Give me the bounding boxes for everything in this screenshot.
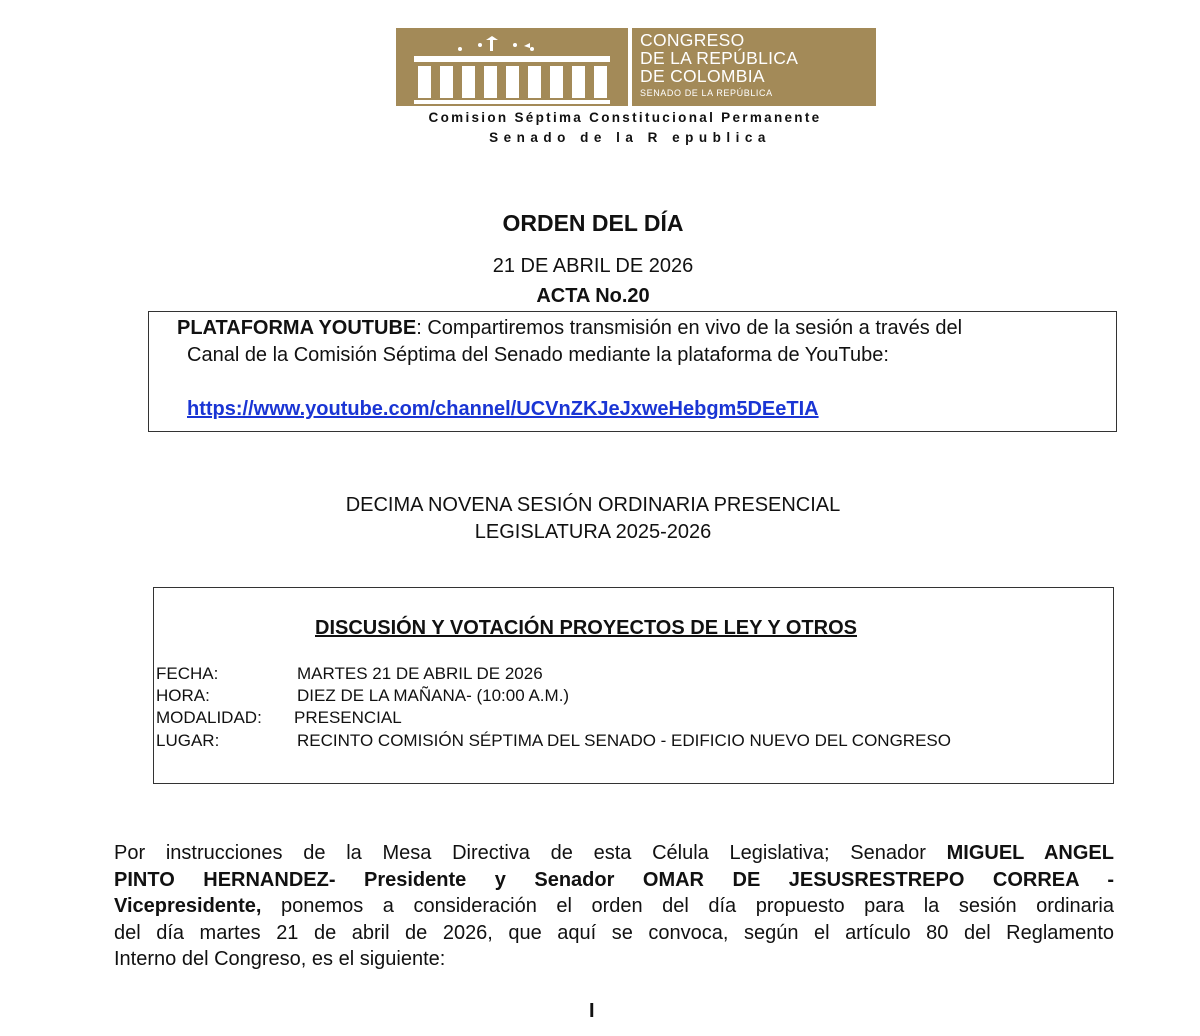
president-and-vice-names: PINTO HERNANDEZ- Presidente y Senador OMAR DE JESUSRESTREPO CORREA - xyxy=(114,868,1114,891)
paragraph-line-3 xyxy=(114,893,1114,920)
paragraph-text: ponemos a consideración el orden del día propuesto para la sesión ordinaria xyxy=(261,895,1114,918)
roof-ornament-icon xyxy=(420,36,570,54)
paragraph-line-4: del día martes 21 de abril de 2026, que aquí se convoca, según el artículo 80 del Reglamento xyxy=(114,921,1114,944)
president-name-part: MIGUEL ANGEL xyxy=(946,842,1114,864)
senate-name: Senado de la R epublica xyxy=(489,130,771,145)
logo-line-1: CONGRESO xyxy=(640,30,745,50)
session-details-box xyxy=(153,587,1114,784)
acta-number: ACTA No.20 xyxy=(536,285,650,307)
logo-line-4: SENADO DE LA REPÚBLICA xyxy=(640,88,773,98)
detail-label: HORA: xyxy=(156,686,210,705)
intro-paragraph xyxy=(114,840,1114,973)
paragraph-text: Por instrucciones de la Mesa Directiva de esta Célula Legislativa; Senador xyxy=(114,842,947,864)
logo-line-3: DE COLOMBIA xyxy=(640,66,765,86)
detail-label: FECHA: xyxy=(156,664,219,683)
discussion-title: DISCUSIÓN Y VOTACIÓN PROYECTOS DE LEY Y OTROS xyxy=(315,617,857,639)
youtube-intro xyxy=(177,317,962,340)
capitol-building-icon xyxy=(396,28,628,106)
youtube-text-2: Canal de la Comisión Séptima del Senado mediante la plataforma de YouTube: xyxy=(187,344,889,366)
logo-wordmark xyxy=(629,28,876,106)
document-date: 21 DE ABRIL DE 2026 xyxy=(492,255,694,277)
youtube-text-1: : Compartiremos transmisión en vivo de la sesión a través del xyxy=(416,317,963,339)
detail-value: MARTES 21 DE ABRIL DE 2026 xyxy=(297,664,543,683)
youtube-info-box xyxy=(148,311,1117,432)
page-title: ORDEN DEL DÍA xyxy=(502,210,684,236)
youtube-label: PLATAFORMA YOUTUBE xyxy=(177,317,417,339)
detail-value: DIEZ DE LA MAÑANA- (10:00 A.M.) xyxy=(297,686,570,705)
logo-line-2: DE LA REPÚBLICA xyxy=(640,48,799,68)
session-name: DECIMA NOVENA SESIÓN ORDINARIA PRESENCIAL xyxy=(345,494,841,516)
detail-label: MODALIDAD: xyxy=(156,708,262,727)
detail-label: LUGAR: xyxy=(156,731,220,750)
paragraph-line-1 xyxy=(114,840,1114,867)
congress-logo xyxy=(396,28,876,106)
section-numeral: I xyxy=(589,1000,595,1022)
paragraph-line-5: Interno del Congreso, es el siguiente: xyxy=(114,948,446,971)
youtube-channel-link[interactable]: https://www.youtube.com/channel/UCVnZKJeJxweHebgm5DEeTIA xyxy=(187,398,819,420)
paragraph-line-2 xyxy=(114,867,1114,894)
legislature-period: LEGISLATURA 2025-2026 xyxy=(474,521,712,543)
vicepresident-title: Vicepresidente, xyxy=(114,895,262,918)
detail-value: PRESENCIAL xyxy=(294,708,402,727)
detail-value: RECINTO COMISIÓN SÉPTIMA DEL SENADO - EDIFICIO NUEVO DEL CONGRESO xyxy=(297,731,951,750)
commission-name: Comision Séptima Constitucional Permanente xyxy=(428,110,822,125)
